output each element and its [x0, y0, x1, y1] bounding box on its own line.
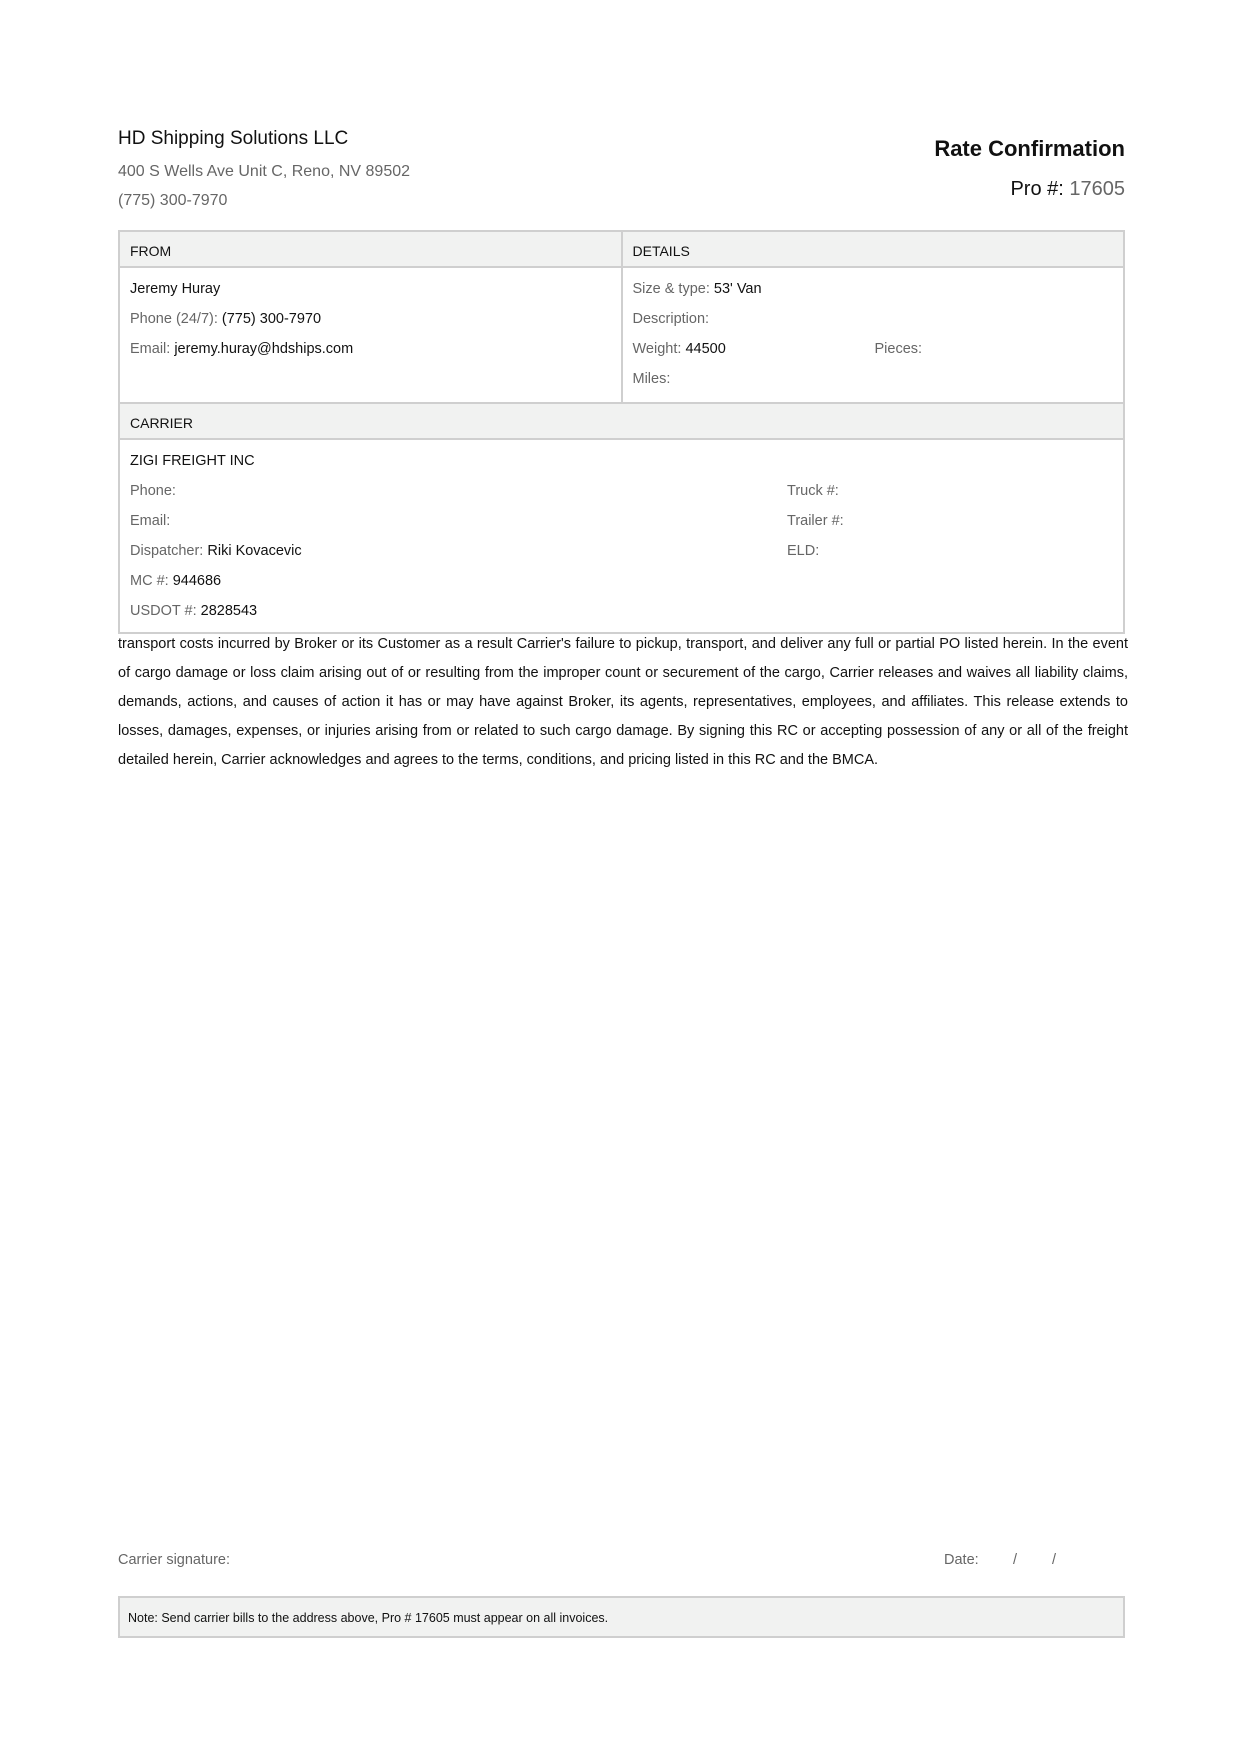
weight-label: Weight: — [632, 341, 682, 357]
mc-row — [130, 572, 1113, 602]
from-email-row — [130, 340, 611, 370]
eld-row — [787, 542, 844, 572]
mc-value: 944686 — [172, 573, 222, 589]
date-separator: / — [1052, 1552, 1057, 1568]
mc-label: MC #: — [130, 573, 169, 589]
eld-label: ELD: — [787, 543, 820, 559]
terms-paragraph: transport costs incurred by Broker or its Customer as a result Carrier's failure to pickup, transport, and deliver any full or partial PO listed herein. In the event of cargo damage or loss claim arising out of or resulting from the improper count or securement of the cargo, Carrier releases and waives all liability claims, demands, actions, and causes of action it has or may have against Broker, its agents, representatives, employees, and affiliates. This release extends to losses, damages, expenses, or injuries arising from or related to such cargo damage. By signing this RC or accepting possession of any or all of the freight detailed herein, Carrier acknowledges and agrees to the terms, conditions, and pricing listed in this RC and the BMCA. — [118, 636, 1128, 768]
info-table — [118, 230, 1125, 634]
trailer-row — [787, 512, 844, 542]
from-phone-row — [130, 310, 611, 340]
company-phone: (775) 300-7970 — [118, 192, 228, 209]
pro-number: 17605 — [1069, 178, 1125, 200]
details-section — [622, 267, 1125, 403]
trailer-label: Trailer #: — [787, 513, 844, 529]
from-name: Jeremy Huray — [130, 281, 221, 297]
size-type-value: 53' Van — [713, 281, 762, 297]
dispatcher-row — [130, 542, 1113, 572]
carrier-equipment — [787, 482, 844, 572]
pieces-label: Pieces: — [874, 341, 923, 357]
carrier-email-label: Email: — [130, 513, 171, 529]
invoice-note: Note: Send carrier bills to the address above, Pro # 17605 must appear on all invoices. — [118, 1596, 1125, 1638]
from-section — [119, 267, 622, 403]
carrier-phone-label: Phone: — [130, 483, 176, 499]
usdot-label: USDOT #: — [130, 603, 197, 619]
from-email: jeremy.huray@hdships.com — [174, 341, 354, 357]
pro-label: Pro #: — [1010, 178, 1064, 200]
weight-pieces-row — [633, 340, 1114, 370]
truck-label: Truck #: — [787, 483, 839, 499]
carrier-email-row — [130, 512, 1113, 542]
from-email-label: Email: — [130, 341, 171, 357]
carrier-section — [119, 439, 1124, 633]
document-title: Rate Confirmation — [934, 136, 1125, 161]
from-phone: (775) 300-7970 — [221, 311, 322, 327]
description-label: Description: — [632, 311, 710, 327]
carrier-signature-label: Carrier signature: — [118, 1552, 231, 1568]
pieces-field — [875, 340, 923, 358]
dispatcher-value: Riki Kovacevic — [207, 543, 302, 559]
date-label: Date: — [944, 1552, 979, 1568]
company-name: HD Shipping Solutions LLC — [118, 128, 349, 149]
carrier-phone-row — [130, 482, 1113, 512]
details-header: DETAILS — [622, 231, 1125, 267]
size-type-row — [633, 280, 1114, 310]
company-address: 400 S Wells Ave Unit C, Reno, NV 89502 — [118, 163, 411, 180]
miles-row — [633, 370, 1114, 400]
description-row — [633, 310, 1114, 340]
carrier-name: ZIGI FREIGHT INC — [130, 453, 255, 469]
from-header: FROM — [119, 231, 622, 267]
usdot-row — [130, 602, 1113, 632]
miles-label: Miles: — [632, 371, 671, 387]
size-type-label: Size & type: — [632, 281, 710, 297]
usdot-value: 2828543 — [200, 603, 258, 619]
pro-number-line — [1010, 178, 1125, 201]
dispatcher-label: Dispatcher: — [130, 543, 204, 559]
weight-value: 44500 — [685, 341, 726, 357]
carrier-header: CARRIER — [119, 403, 1124, 439]
from-phone-label: Phone (24/7): — [130, 311, 218, 327]
truck-row — [787, 482, 844, 512]
date-separator: / — [1013, 1552, 1018, 1568]
